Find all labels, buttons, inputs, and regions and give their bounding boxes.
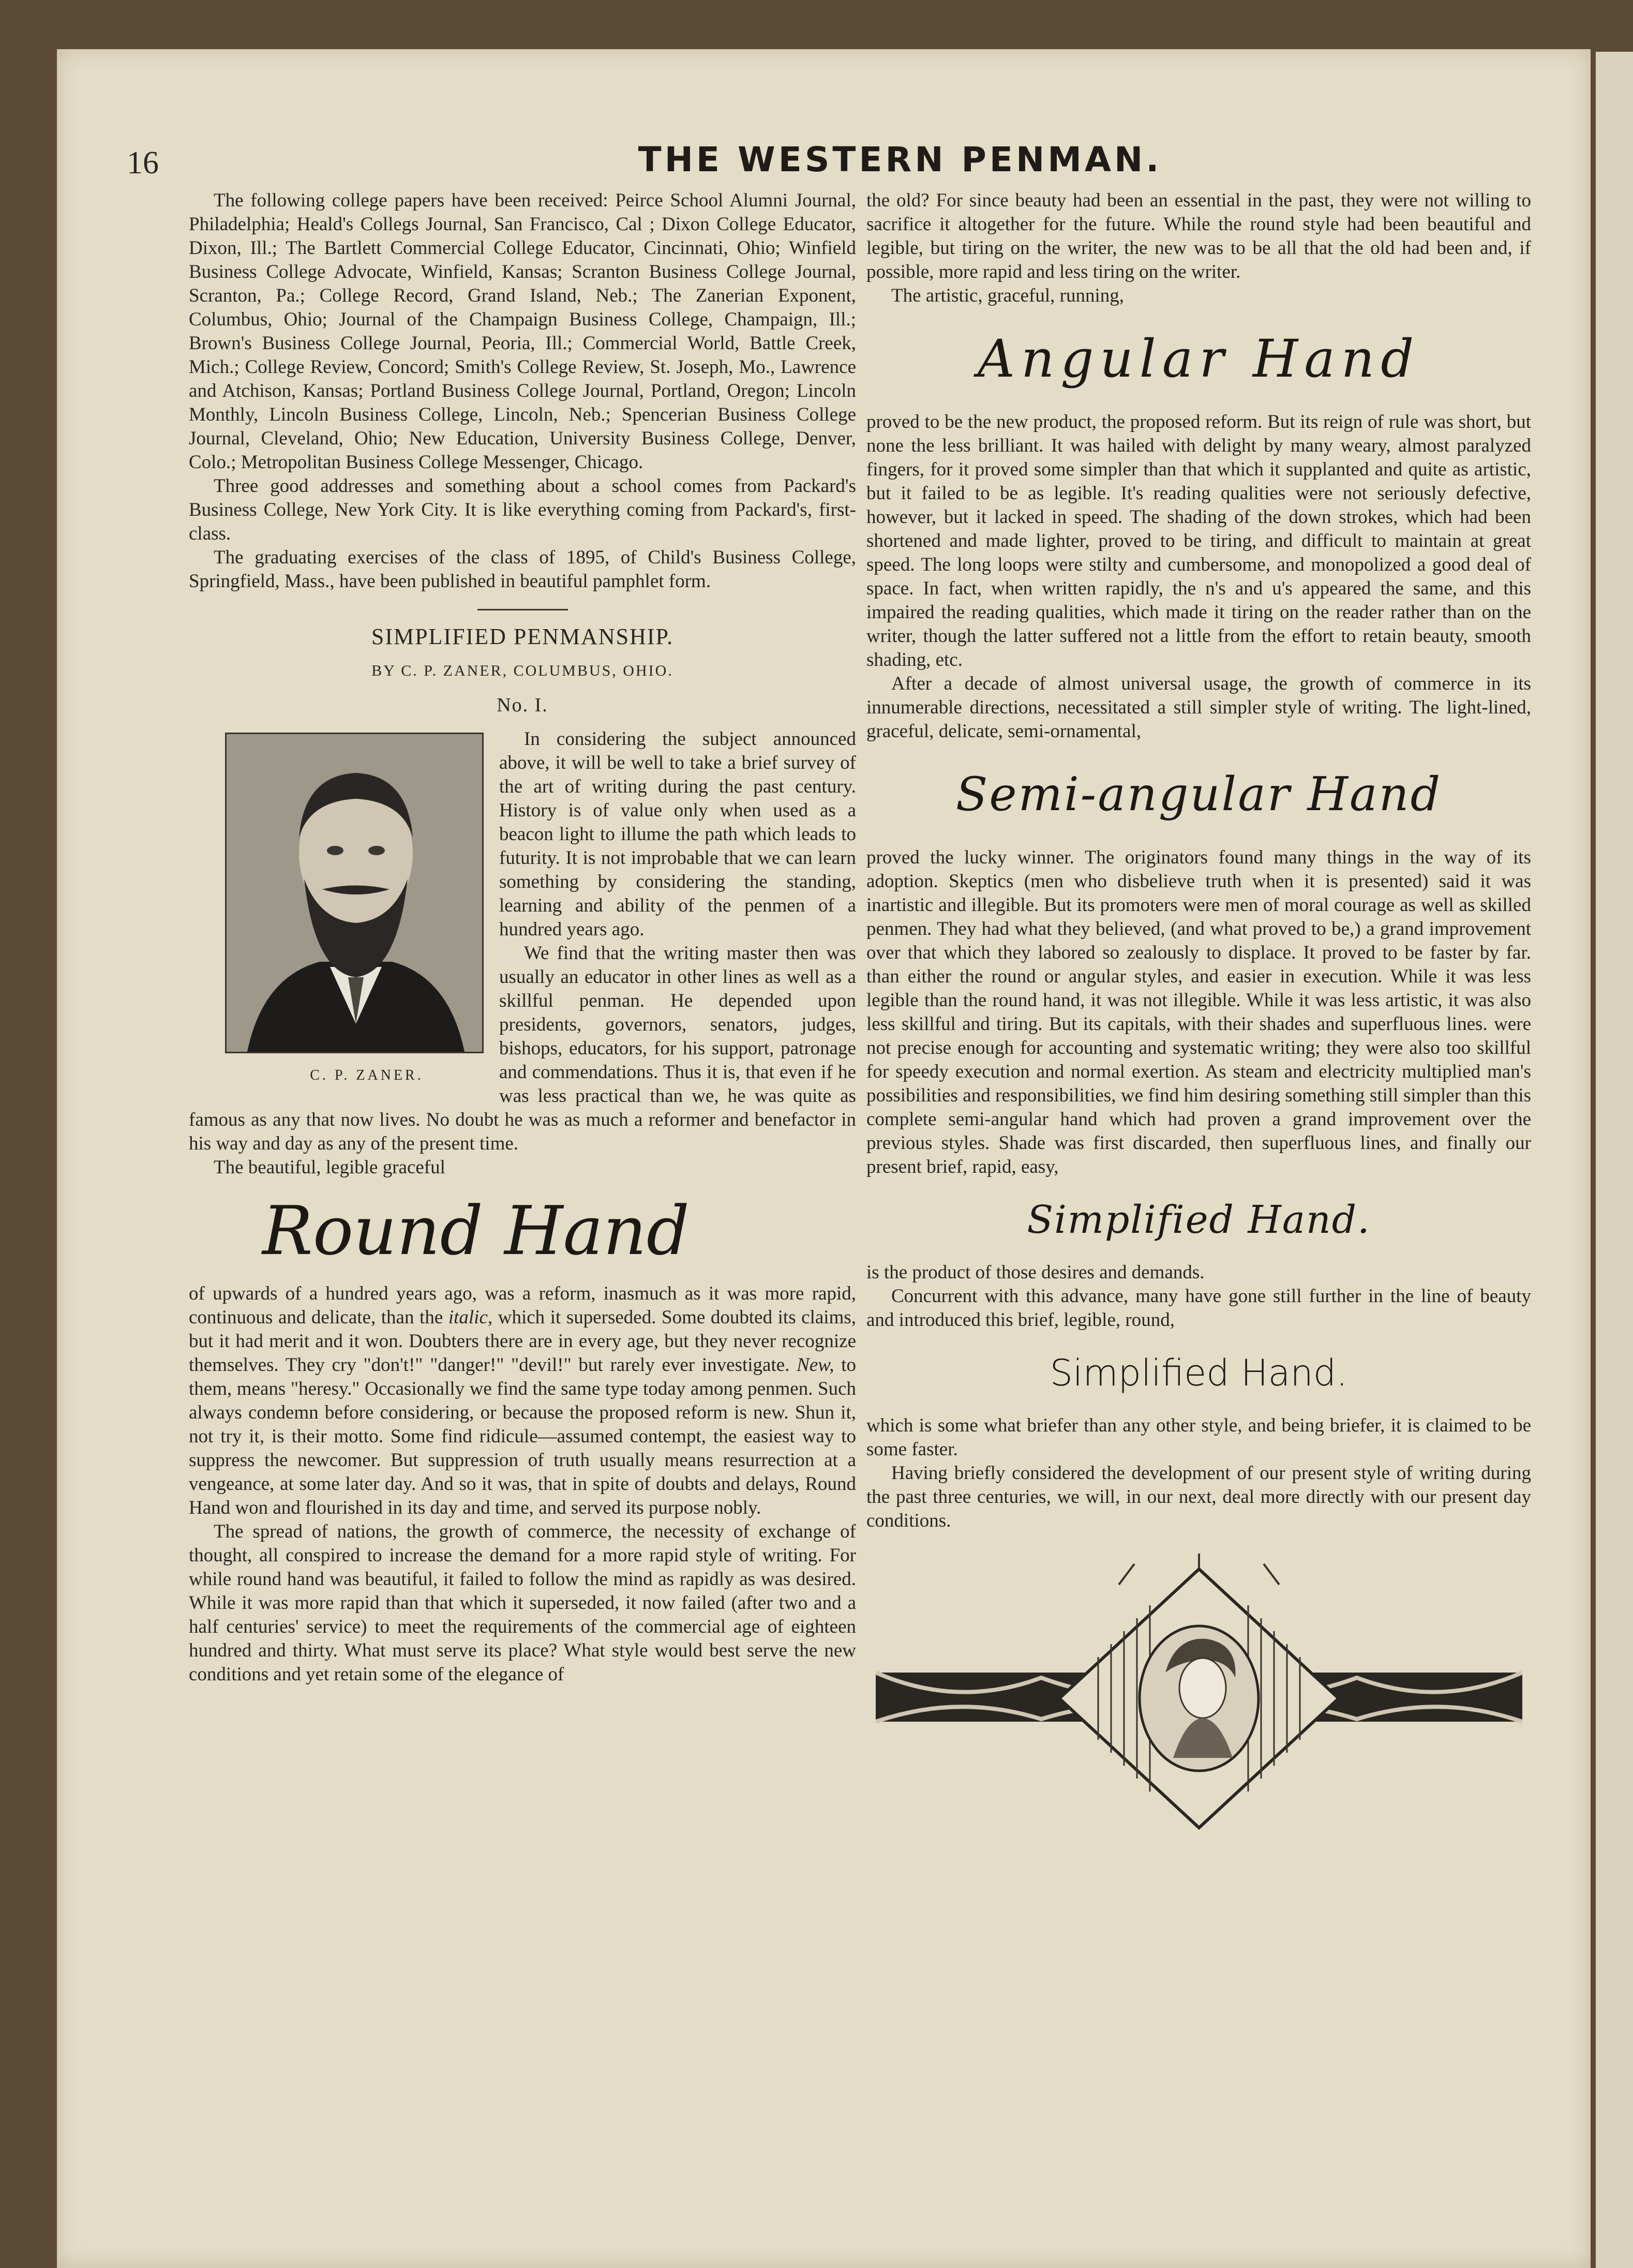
round-hand-intro: The beautiful, legible graceful bbox=[214, 1157, 445, 1178]
continuation-paragraph: the old? For since beauty had been an essential in the past, they were not willing to sacrifice it altogether for the future. While the round style had been beautiful and legible, but tiring on the writer, the new was to be all that the old had been and, if possible, more rapid and less tiring on the writer. bbox=[866, 190, 1531, 282]
adjacent-page-edge bbox=[1596, 52, 1633, 2268]
semi-angular-paragraph: proved the lucky winner. The originators found many things in the way of its adoption. Skeptics (men who disbelieve truth when it is presented) said it was inartistic and illegible. But its promoters were men of moral courage as well as skilled penmen. They had what they believed, (and what proved to be,) a grand improvement over that which they labored so zealously to displace. It proved to be faster by far. than either the round or angular styles, and easier in execution. While it was less legible than the round hand, it was not illegible. While it was less artistic, it was also less skillful and tiring. But its capitals, with their shades and superfluous lines. were not precise enough for accounting and systematic writing; they were also too skillful for speedy execution and normal exertion. As steam and electricity multiplied man's possibilities and responsibilities, we find him desiring something still simpler than this complete semi-angular hand which had proven a grand improvement over the previous styles. Shade was first discarded, then superfluous lines, and finally our present brief, rapid, easy, bbox=[866, 847, 1531, 1177]
article-title: SIMPLIFIED PENMANSHIP. bbox=[371, 624, 674, 649]
angular-paragraph: proved to be the new product, the proposed reform. But its reign of rule was short, but none the less brilliant. It was hailed with delight by many weary, almost paralyzed fingers, for it proved some simpler than that which it supplanted and quite as artistic, but it failed to be as legible. It's reading qualities were not seriously defective, however, but it lacked in speed. The shading of the down strokes, which had been shortened and made lighter, proved to be tiring, and difficult to maintain at great speed. The long loops were stilty and cumbersome, and monopolized a good deal of space. In fact, when written rapidly, the n's and u's appeared the same, and this impaired the reading qualities, which made it tiring on the reader rather than on the writer, though the latter suffered not a little from the effort to retain beauty, smooth shading, etc. bbox=[866, 411, 1531, 670]
decorative-vignette bbox=[876, 1554, 1522, 1843]
page-number: 16 bbox=[127, 145, 159, 181]
round-hand-paragraph bbox=[189, 1282, 856, 1520]
portrait-figure bbox=[225, 733, 484, 1087]
round-hand-text-b: which it superseded. Some doubted its claims, but it had merit and it won. Doubters there are in every age, but they never recognize themselves. They cry "don't!" "danger!" "devil!" but rarely ever investigate. bbox=[189, 1307, 857, 1376]
masthead-title: THE WESTERN PENMAN. bbox=[638, 140, 1162, 180]
spread-of-nations-paragraph: The spread of nations, the growth of commerce, the necessity of exchange of thought, all conspired to increase the demand for a more rapid style of writing. For while round hand was beautiful, it failed to follow the mind as rapidly as was desired. While it was more rapid than that which it superseded, it now failed (after two and a half centuries' service) to meet the requirements of the commercial age of eighteen hundred and thirty. What must serve its place? What style would best serve the new conditions and yet retain some of the elegance of bbox=[189, 1521, 856, 1685]
portrait-caption: C. P. ZANER. bbox=[310, 1067, 424, 1083]
italic-word: italic, bbox=[448, 1307, 493, 1328]
graduating-paragraph: The graduating exercises of the class of 1895, of Child's Business College, Springfield, Mass., have been published in beautiful pamphlet form. bbox=[189, 547, 856, 592]
portrait-photo bbox=[225, 733, 484, 1053]
section-divider bbox=[477, 609, 568, 610]
writing-master-paragraph: We find that the writing master then was usually an educator in other lines as well as a skillful penman. He depended upon presidents, governors, senators, judges, bishops, educators, for his support, patronage and commendations. Thus it is, that even if he was less practical than we, he was quite as famous as any that now lives. No doubt he was as much a reformer and benefactor in his way and day as any of the present time. bbox=[189, 943, 856, 1154]
college-papers-paragraph: The following college papers have been received: Peirce School Alumni Journal, Philadelphia; Heald's Collegs Journal, San Francisco, Cal ; Dixon College Educator, Dixon, Ill.; The Bartlett Commercial College Educator, Cincinnati, Ohio; Winfield Business College Advocate, Winfield, Kansas; Scranton Business College Journal, Scranton, Pa.; College Record, Grand Island, Neb.; The Zanerian Exponent, Columbus, Ohio; Journal of the Champaign Business College, Champaign, Ill.; Brown's Business College Journal, Peoria, Ill.; Commercial World, Battle Creek, Mich.; College Review, Concord; Smith's College Review, St. Joseph, Mo., Lawrence and Atchison, Kansas; Portland Business College Journal, Portland, Oregon; Lincoln Monthly, Lincoln Business College, Lincoln, Neb.; Spencerian Business College Journal, Cleveland, Ohio; New Education, University Business College, Denver, Colo.; Metropolitan Business College Messenger, Chicago. bbox=[189, 190, 856, 473]
briefer-paragraph: which is some what briefer than any other style, and being briefer, it is claimed to be some faster. bbox=[866, 1415, 1531, 1460]
angular-intro: The artistic, graceful, running, bbox=[891, 285, 1124, 306]
left-column bbox=[189, 189, 856, 1687]
angular-hand-specimen: Angular Hand bbox=[977, 329, 1420, 389]
round-hand-text-a: of upwards of a hundred years ago, was a reform, inasmuch as it was more rapid, continuous and delicate, than the bbox=[189, 1283, 856, 1328]
packards-paragraph: Three good addresses and something about a school comes from Packard's Business College, New York City. It is like everything coming from Packard's, first-class. bbox=[189, 475, 856, 544]
simplified-hand-specimen-2: Simplified Hand. bbox=[1050, 1352, 1348, 1394]
semi-angular-hand-specimen: Semi-angular Hand bbox=[955, 767, 1442, 822]
product-paragraph: is the product of those desires and demands. bbox=[866, 1262, 1205, 1283]
new-word: New, bbox=[797, 1354, 834, 1376]
right-column bbox=[866, 189, 1531, 1843]
intro-text: In considering the subject announced above, it will be well to take a brief survey of the art of writing during the past century. History is of value only when used as a beacon light to illume the path which leads to futurity. It is not improbable that we can learn something by considering the standing, learning and ability of the penmen of a hundred years ago. bbox=[499, 728, 856, 940]
article-byline: BY C. P. ZANER, COLUMBUS, OHIO. bbox=[371, 662, 673, 679]
simplified-hand-specimen-1: Simplified Hand. bbox=[1027, 1198, 1371, 1242]
round-hand-text-c: to them, means "heresy." Occasionally we find the same type today among penmen. Such always condemn before considering, or because the proposed reform is new. Shun it, not try it, is their motto. Some find ridicule—assumed contempt, the easiest way to suppress the newcomer. But suppression of truth usually means resurrection at a vengeance, at some later day. And so it was, that in spite of doubts and delays, Round Hand won and flourished in its day and time, and served its purpose nobly. bbox=[189, 1354, 856, 1518]
decade-paragraph: After a decade of almost universal usage, the growth of commerce in its innumerable directions, necessitated a still simpler style of writing. The light-lined, graceful, delicate, semi-ornamental, bbox=[866, 673, 1531, 742]
vignette-illustration bbox=[876, 1554, 1522, 1843]
article-number: No. I. bbox=[497, 694, 548, 716]
portrait-illustration bbox=[227, 734, 482, 1052]
concurrent-paragraph: Concurrent with this advance, many have gone still further in the line of beauty and introduced this brief, legible, round, bbox=[866, 1286, 1531, 1331]
round-hand-specimen: Round Hand bbox=[262, 1191, 690, 1270]
closing-paragraph: Having briefly considered the development of our present style of writing during the past three centuries, we will, in our next, deal more directly with our present day conditions. bbox=[866, 1463, 1531, 1531]
